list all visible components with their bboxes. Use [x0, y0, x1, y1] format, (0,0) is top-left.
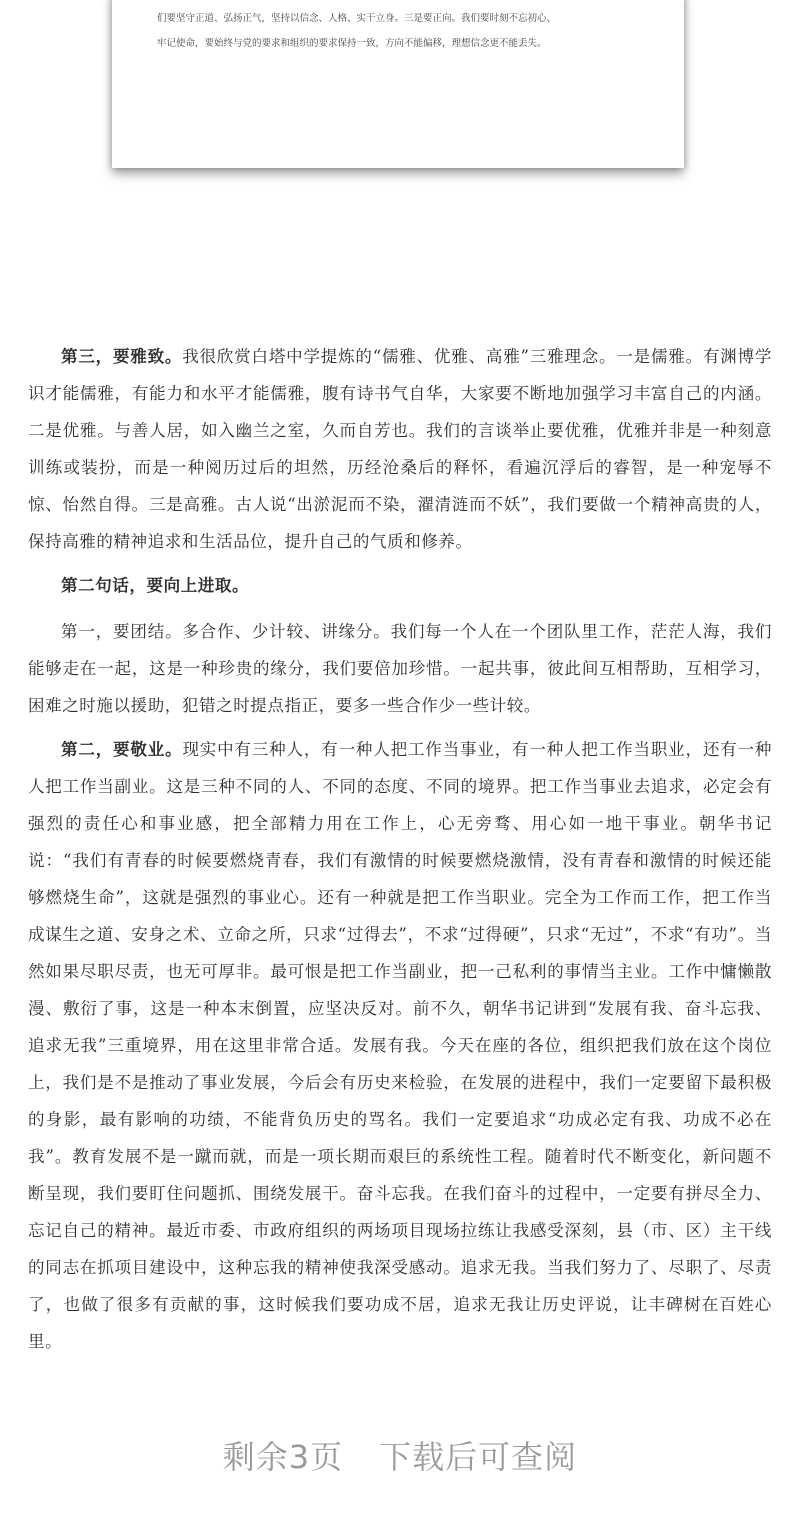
paragraph-elegance — [28, 338, 772, 560]
paragraph-lead: 第三，要雅致。 — [61, 347, 183, 366]
remaining-pages-label: 剩余3页 — [222, 1438, 344, 1476]
paragraph-text: 我很欣赏白塔中学提炼的“儒雅、优雅、高雅”三雅理念。一是儒雅。有渊博学识才能儒雅，有能力和水平才能儒雅，腹有诗书气自华，大家要不断地加强学习丰富自己的内涵。二是优雅。与善人居，如入幽兰之室，久而自芳也。我们的言谈举止要优雅，优雅并非是一种刻意训练或装扮，而是一种阅历过后的坦然，历经沧桑后的释怀，看遍沉浮后的睿智，是一种宠辱不惊、怡然自得。三是高雅。古人说“出淤泥而不染，濯清涟而不妖”，我们要做一个精神高贵的人，保持高雅的精神追求和生活品位，提升自己的气质和修养。 — [28, 347, 773, 551]
section-heading: 第二句话，要向上进取。 — [61, 576, 250, 595]
paragraph-dedication — [28, 731, 772, 1360]
paragraph-unity — [28, 613, 772, 724]
paragraph-lead: 第二，要敬业。 — [61, 740, 183, 759]
document-preview-card — [112, 0, 684, 168]
paragraph-text: 现实中有三种人，有一种人把工作当事业，有一种人把工作当职业，还有一种人把工作当副业。这是三种不同的人、不同的态度、不同的境界。把工作当事业去追求，必定会有强烈的责任心和事业感，把全部精力用在工作上，心无旁骛、用心如一地干事业。朝华书记说：“我们有青春的时候要燃烧青春，我们有激情的时候要燃烧激情，没有青春和激情的时候还能够燃烧生命”，这就是强烈的事业心。还有一种就是把工作当职业。完全为工作而工作，把工作当成谋生之道、安身之术、立命之所，只求“过得去”，不求“过得硬”，只求“无过”，不求“有功”。当然如果尽职尽责，也无可厚非。最可恨是把工作当副业，把一己私利的事情当主业。工作中慵懒散漫、敷衍了事，这是一种本末倒置，应坚决反对。前不久，朝华书记讲到“发展有我、奋斗忘我、追求无我”三重境界，用在这里非常合适。发展有我。今天在座的各位，组织把我们放在这个岗位上，我们是不是推动了事业发展，今后会有历史来检验，在发展的进程中，我们一定要留下最积极的身影，最有影响的功绩，不能背负历史的骂名。我们一定要追求“功成必定有我、功成不必在我”。教育发展不是一蹴而就，而是一项长期而艰巨的系统性工程。随着时代不断变化，新问题不断呈现，我们要盯住问题抓、围绕发展干。奋斗忘我。在我们奋斗的过程中，一定要有拼尽全力、忘记自己的精神。最近市委、市政府组织的两场项目现场拉练让我感受深刻，县（市、区）主干线的同志在抓项目建设中，这种忘我的精神使我深受感动。追求无我。当我们努力了、尽职了、尽责了，也做了很多有贡献的事，这时候我们要功成不居，追求无我让历史评说，让丰碑树在百姓心里。 — [28, 740, 772, 1351]
paragraph-text: 第一，要团结。多合作、少计较、讲缘分。我们每一个人在一个团队里工作，茫茫人海，我们能够走在一起，这是一种珍贵的缘分，我们要倍加珍惜。一起共事，彼此间互相帮助，互相学习，困难之时施以援助，犯错之时提点指正，要多一些合作少一些计较。 — [28, 622, 772, 715]
download-prompt[interactable] — [0, 1432, 800, 1478]
preview-line: 们要坚守正道、弘扬正气，坚持以信念、人格、实干立身。三是要正向。我们要时刻不忘初心、 — [157, 13, 557, 24]
preview-text — [157, 6, 647, 56]
preview-line: 牢记使命，要始终与党的要求和组织的要求保持一致，方向不能偏移，理想信念更不能丢失。 — [157, 38, 547, 49]
download-to-view-label: 下载后可查阅 — [379, 1438, 578, 1476]
document-body — [28, 338, 772, 1367]
